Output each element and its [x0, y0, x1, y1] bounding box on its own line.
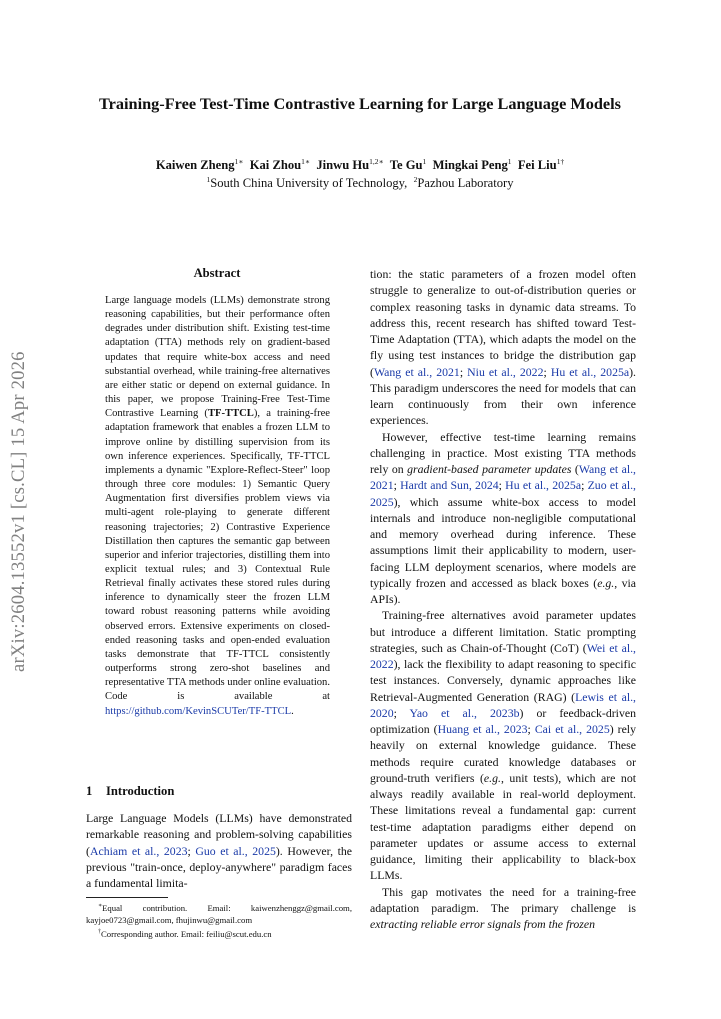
- citation[interactable]: Hardt and Sun, 2024: [400, 478, 499, 493]
- citation[interactable]: Zuo et al., 2025: [370, 478, 637, 509]
- citation[interactable]: Hu et al., 2025a: [550, 364, 630, 379]
- body-paragraph: Training-free alternatives avoid parameter updates but introduce a different limitation. Static prompting strategies, such as Chain-of-Thought (CoT) (Wei et al., 2022), lack the flexibility to adapt reasoning to specific test instances. Conversely, dynamic approaches like Retrieval-Augmented Generation (RAG) (Lewis et al., 2020; Yao et al., 2023b) or feedback-driven optimization (Huang et al., 2023; Cai et al., 2025) rely heavily on external knowledge guidance. These methods require curated knowledge databases or ground-truth verifiers (e.g., unit tests), which are not always readily available in real-world deployment. These limitations reveal a fundamental gap: current test-time adaptation paradigms either depend on parameter updates or assume access to external guidance, limiting their applicability to black-box LLMs.: [370, 608, 637, 883]
- arxiv-watermark: arXiv:2604.13552v1 [cs.CL] 15 Apr 2026: [8, 351, 29, 672]
- body-paragraph: tion: the static parameters of a frozen model often struggle to generalize to out-of-distribution queries or complex reasoning tasks in dynamic data streams. To address this, recent research has shifted toward Test-Time Adaptation (TTA), which adapts the model on the fly using test instances to bridge the distribution gap (Wang et al., 2021; Niu et al., 2022; Hu et al., 2025a). This paradigm underscores the need for models that can learn continuously from their own inference experiences.: [370, 267, 637, 428]
- citation[interactable]: Guo et al., 2025: [195, 843, 276, 858]
- author: Fei Liu$^{1\dagger}$: [517, 157, 565, 173]
- footnote: ∗Equal contribution. Email: kaiwenzhenggz@gmail.com, kayjoe0723@gmail.com, fhujinwu@gmail.com: [86, 902, 352, 926]
- footnotes: [86, 900, 352, 940]
- footnote: †Corresponding author. Email: feiliu@scut.edu.cn: [98, 929, 272, 940]
- right-column: [370, 266, 636, 932]
- affiliations: $^1$South China University of Technology, $^2$Pazhou Laboratory: [206, 175, 514, 191]
- citation[interactable]: Yao et al., 2023b: [409, 705, 520, 720]
- citation[interactable]: Wei et al., 2022: [370, 640, 636, 671]
- code-link[interactable]: https://github.com/KevinSCUTer/TF-TTCL: [105, 705, 292, 717]
- author: Kai Zhou$^{1∗}$: [249, 157, 311, 173]
- citation[interactable]: Cai et al., 2025: [534, 722, 610, 736]
- author: Mingkai Peng$^1$: [432, 157, 512, 173]
- author: Jinwu $Hu^{1,2∗}$: [316, 157, 384, 173]
- paper-title: Training-Free Test-Time Contrastive Learning for Large Language Models: [98, 94, 622, 113]
- abstract-body: Large language models (LLMs) demonstrate strong reasoning capabilities, but their performance often degrades under distribution shift. Existing test-time adaptation (TTA) methods rely on gradient-based updates that require white-box access and need substantial overhead, while training-free alternatives are either static or depend on external guidance. In this paper, we propose Training-Free Test-Time Contrastive Learning (TF-TTCL), a training-free adaptation framework that enables a frozen LLM to improve online by distilling supervision from its own inference experiences. Specifically, TF-TTCL implements a dynamic "Explore-Reflect-Steer" loop through three core modules: 1) Semantic Query Augmentation first diversifies problem views via multi-agent role-playing to generate different reasoning trajectories; 2) Contrastive Experience Distillation then captures the semantic gap between superior and inferior trajectories, distilling them into explicit textual rules; and 3) Contextual Rule Retrieval finally activates these stored rules during inference to dynamically steer the frozen LLM toward robust reasoning patterns while avoiding observed errors. Extensive experiments on closed-ended reasoning tasks and open-ended evaluation tasks demonstrate that TF-TTCL consistently outperforms strong zero-shot baselines and representative TTA methods under online evaluation. Code is available at https://github.com/KevinSCUTer/TF-TTCL.: [105, 295, 330, 717]
- citation[interactable]: Lewis et al., 2020: [370, 689, 636, 720]
- citation[interactable]: Huang et al., 2023: [437, 722, 528, 736]
- author: Kaiwen Zheng$^{1∗}$: [155, 157, 244, 173]
- citation[interactable]: Achiam et al., 2023: [89, 843, 188, 858]
- footnote-rule: [86, 897, 168, 898]
- intro-paragraph: Large Language Models (LLMs) have demonstrated remarkable reasoning and problem-solving capabilities (Achiam et al., 2023; Guo et al., 2025). However, the previous "train-once, deploy-anywhere" paradigm faces a fundamental limita-: [86, 811, 353, 890]
- citation[interactable]: Niu et al., 2022: [467, 364, 544, 379]
- body-paragraph: However, effective test-time learning remains challenging in practice. Most existing TTA methods rely on gradient-based parameter updates (Wang et al., 2021; Hardt and Sun, 2024; Hu et al., 2025a; Zuo et al., 2025), which assume white-box access to model internals and introduce non-negligible computational and memory overhead during inference. These assumptions limit their applicability to modern, user-facing LLM deployment scenarios, where models are typically frozen and accessed as black boxes (e.g., via APIs).: [370, 429, 637, 606]
- section-heading-introduction: 1 Introduction: [86, 784, 175, 798]
- author-list: [60, 154, 660, 173]
- abstract-heading: Abstract: [193, 266, 241, 280]
- citation[interactable]: Wang et al., 2021: [370, 462, 637, 493]
- body-paragraph: This gap motivates the need for a training-free adaptation paradigm. The primary challenge is extracting reliable error signals from the frozen: [370, 884, 636, 931]
- citation[interactable]: Wang et al., 2021: [373, 364, 460, 379]
- author: Te Gu$^1$: [389, 157, 427, 173]
- citation[interactable]: Hu et al., 2025a: [505, 478, 582, 493]
